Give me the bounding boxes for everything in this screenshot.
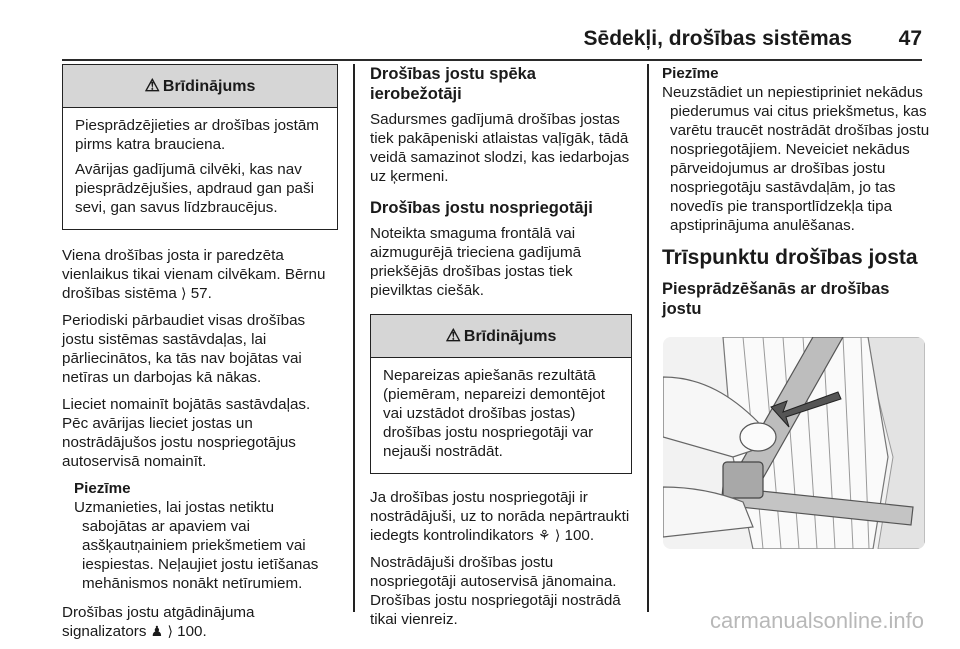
- warning-box: [370, 314, 632, 474]
- page-reference-icon: ⟩: [167, 623, 173, 639]
- warning-title: Brīdinājums: [162, 78, 256, 95]
- airbag-indicator-icon: ⚘: [538, 527, 551, 543]
- page-reference[interactable]: 100.: [177, 623, 207, 640]
- warning-header: [371, 315, 631, 358]
- note-title: Piezīme: [74, 480, 131, 497]
- warning-text: Avārijas gadījumā cilvēki, kas nav piesprādzējušies, apdraud gan paši sevi, gan savus līdzbraucējus.: [75, 161, 314, 216]
- warning-triangle-icon: ⚠: [144, 76, 160, 95]
- column-3: [662, 64, 932, 319]
- page-reference-icon: ⟩: [181, 285, 187, 301]
- page-reference-icon: ⟩: [554, 527, 561, 543]
- column-1: [62, 64, 338, 649]
- paragraph: Noteikta smaguma frontālā vai aizmugurējā trieciena gadījumā priekšējās drošības jostas tiek pievilktas ciešāk.: [370, 225, 582, 299]
- paragraph-text: Drošības jostu atgādinājuma signalizators: [62, 604, 255, 640]
- section-title: Sēdekļi, drošības sistēmas: [583, 27, 852, 50]
- note-body: Neuzstādiet un nepiestipriniet nekādus piederumus vai citus priekšmetus, kas varētu traucēt nostrādāt drošības jostu nospriegotājiem. Neveiciet nekādus pārveidojumus ar drošības jostu nospriegotāju sastāvdaļām, jo tas novedīs pie transportlīdzekļa tipa apstiprinājuma anulēšanas.: [662, 84, 930, 234]
- page-reference[interactable]: 57.: [190, 285, 212, 302]
- warning-text: Piesprādzējieties ar drošības jostām pirms katra brauciena.: [75, 117, 319, 153]
- page-header: [62, 27, 922, 61]
- paragraph: Nostrādājuši drošības jostu nospriegotāji autoservisā jānomaina. Drošības jostu nospriegotāji nostrādā tikai vienreiz.: [370, 554, 621, 628]
- seatbelt-reminder-icon: ♟: [150, 623, 164, 639]
- seatbelt-buckling-illustration: [663, 337, 925, 549]
- paragraph: [62, 603, 338, 641]
- column-divider: [353, 64, 355, 612]
- warning-header: [63, 65, 337, 108]
- section-heading: Drošības jostu nospriegotāji: [370, 199, 593, 217]
- paragraph-text: Ja drošības jostu nospriegotāji ir nostrādājuši, uz to norāda nepārtraukti iedegts kontrolindikators: [370, 489, 630, 544]
- warning-body: [63, 108, 337, 229]
- column-divider: [647, 64, 649, 612]
- note-title: Piezīme: [662, 65, 719, 82]
- seatbelt-illustration-svg: [663, 337, 925, 549]
- note: [662, 64, 932, 235]
- paragraph-text: Viena drošības josta ir paredzēta vienlaikus tikai vienam cilvēkam.: [62, 247, 284, 283]
- paragraph: Periodiski pārbaudiet visas drošības jostu sistēmas sastāvdaļas, lai pārliecinātos, ka tās nav bojātas vai netīras un darbojas kā nākas.: [62, 312, 306, 386]
- subsection-heading: Piesprādzēšanās ar drošības jostu: [662, 280, 890, 318]
- paragraph-text: Bērnu drošības sistēma: [62, 266, 326, 302]
- warning-text: Nepareizas apiešanās rezultātā (piemēram, nepareizi demontējot vai uzstādot drošības jostas) drošības jostu nospriegotāji var nejauši nostrādāt.: [383, 367, 606, 460]
- warning-body: [371, 358, 631, 473]
- page-number: 47: [898, 27, 922, 50]
- watermark: carmanualsonline.info: [709, 608, 924, 633]
- page-reference[interactable]: 100.: [564, 527, 595, 544]
- section-heading: Trīspunktu drošības josta: [662, 246, 918, 269]
- section-heading: Drošības jostu spēka ierobežotāji: [370, 65, 536, 103]
- column-2: [370, 64, 632, 637]
- note: [62, 479, 338, 593]
- warning-triangle-icon: ⚠: [445, 326, 461, 345]
- warning-box: [62, 64, 338, 230]
- note-body: Uzmanieties, lai jostas netiktu sabojātas ar apaviem vai asšķautņainiem priekšmetiem vai iespiestas. Neļaujiet jostu ietīšanas mehānismos nonākt netīrumiem.: [74, 499, 319, 592]
- paragraph: Lieciet nomainīt bojātās sastāvdaļas. Pēc avārijas lieciet jostas un nostrādājušos jostu nospriegotājus autoservisā nomainīt.: [62, 396, 311, 470]
- paragraph: [370, 488, 632, 545]
- paragraph: Sadursmes gadījumā drošības jostas tiek pakāpeniski atlaistas vaļīgāk, tādā veidā samazinot slodzi, kas iedarbojas uz ķermeni.: [370, 111, 630, 185]
- warning-title: Brīdinājums: [463, 328, 557, 345]
- paragraph: [62, 246, 338, 303]
